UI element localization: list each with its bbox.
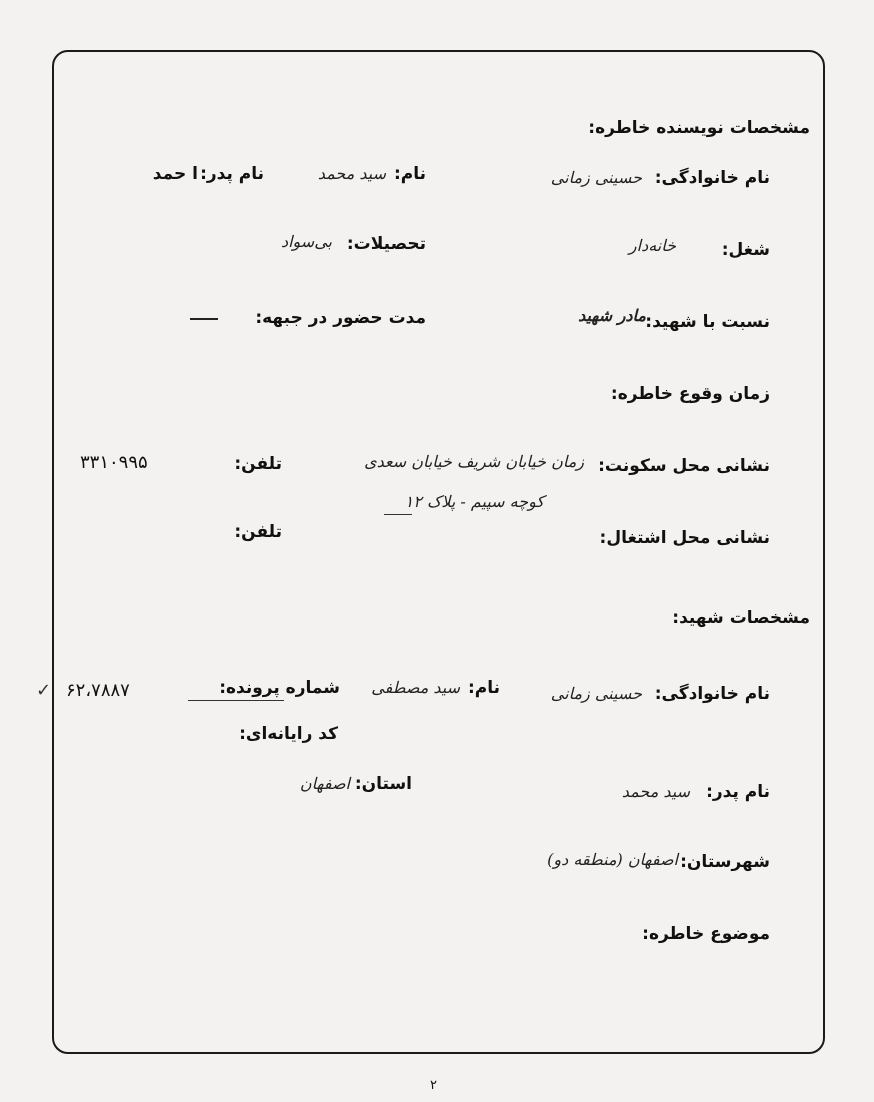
martyr-code-label: کد رایانه‌ای: [239,724,338,744]
martyr-file-label: شماره پرونده: [219,678,340,698]
page-number: ۲ [430,1078,437,1093]
author-family-label: نام خانوادگی: [654,168,770,188]
author-front-label: مدت حضور در جبهه: [255,308,426,328]
martyr-father-value: سید محمد [621,782,690,801]
home-address-line2: کوچه سپیم - پلاک ۱۲ [404,492,544,511]
author-time-label: زمان وقوع خاطره: [610,384,770,404]
home-phone-value: ۳۳۱۰۹۹۵ [80,452,148,473]
martyr-family-value: حسینی زمانی [550,684,642,703]
author-relation-value: مادر شهید [578,306,646,325]
memory-topic-label: موضوع خاطره: [642,924,770,944]
home-address-line1: زمان خیابان شریف خیابان سعدی [364,452,584,471]
author-father-value: ا حمد [152,164,198,184]
martyr-city-label: شهرستان: [680,852,770,872]
author-father-label: نام پدر: [200,164,264,184]
martyr-city-value: اصفهان (منطقه دو) [547,850,678,869]
martyr-province-value: اصفهان [299,774,350,793]
martyr-province-label: استان: [354,774,412,794]
plate-underline [384,514,412,515]
author-education-value: بی‌سواد [280,232,332,251]
home-address-label: نشانی محل سکونت: [598,456,770,476]
martyr-father-label: نام پدر: [706,782,770,802]
martyr-heading: مشخصات شهید: [672,608,810,628]
author-family-value: حسینی زمانی [550,168,642,187]
work-address-label: نشانی محل اشتغال: [599,528,770,548]
author-name-label: نام: [393,164,426,184]
author-job-value: خانه‌دار [628,236,676,255]
work-phone-label: تلفن: [234,522,282,542]
page-frame [52,50,825,1054]
check-mark-icon: ✓ [36,680,52,701]
file-number-underline [188,700,284,701]
author-name-value: سید محمد [317,164,386,183]
author-relation-label: نسبت با شهید: [645,312,770,332]
martyr-file-value: ۶۲،۷۸۸۷ [66,680,130,701]
martyr-name-label: نام: [467,678,500,698]
author-job-label: شغل: [721,240,770,260]
home-phone-label: تلفن: [234,454,282,474]
author-education-label: تحصیلات: [346,234,426,254]
front-duration-dash [190,318,218,320]
author-heading: مشخصات نویسنده خاطره: [588,118,810,138]
martyr-name-value: سید مصطفی [371,678,460,697]
martyr-family-label: نام خانوادگی: [654,684,770,704]
